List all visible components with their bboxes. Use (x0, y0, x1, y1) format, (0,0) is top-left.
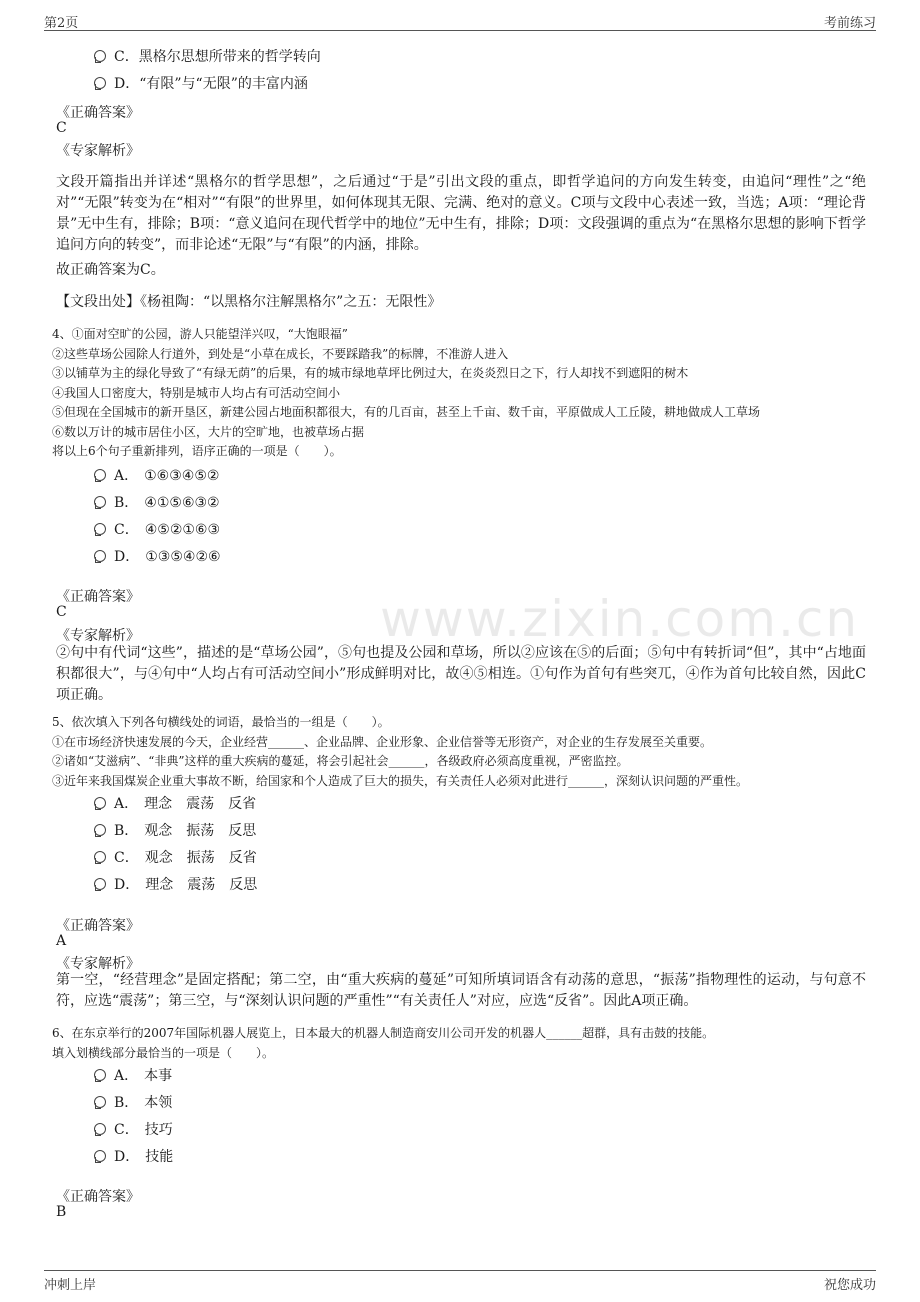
radio-icon[interactable] (94, 50, 106, 62)
radio-icon[interactable] (94, 469, 106, 481)
footer-left-text: 冲刺上岸 (44, 1278, 97, 1293)
q4-sentence: ③以铺草为主的绿化导致了“有绿无荫”的后果，有的城市绿地草坪比例过大，在炎炎烈日之下，行人却找不到遮阳的树木 (52, 366, 689, 380)
q4-stem: 4、①面对空旷的公园，游人只能望洋兴叹，“大饱眼福” (52, 327, 348, 341)
page-number: 第2页 (44, 16, 79, 31)
q5-stem: 5、依次填入下列各句横线处的词语，最恰当的一组是（ ）。 (52, 715, 390, 729)
radio-icon[interactable] (94, 824, 106, 836)
q4-sentence: ⑥数以万计的城市居住小区，大片的空旷地，也被草场占据 (52, 425, 365, 439)
radio-icon[interactable] (94, 797, 106, 809)
q5-answer: A (56, 933, 67, 949)
q4-sentence: ④我国人口密度大，特别是城市人均占有可活动空间小 (52, 386, 341, 400)
q4-prompt: 将以上6个句子重新排列，语序正确的一项是（ ）。 (52, 444, 342, 458)
page-header (44, 10, 876, 31)
q5-analysis: 第一空，“经营理念”是固定搭配；第二空，由“重大疾病的蔓延”可知所填词语含有动荡的意思，“振荡”指物理性的运动，与句意不符，应选“震荡”；第三空，与“深刻认识问题的严重性”“有关责任人”对应，应选“反省”。因此A项正确。 (56, 972, 866, 1009)
page-footer (44, 1270, 876, 1294)
q6-answer: B (56, 1204, 67, 1220)
radio-icon[interactable] (94, 77, 106, 89)
radio-icon[interactable] (94, 1150, 106, 1162)
watermark-text: www.zixin.com.cn (380, 590, 860, 648)
q4-sentence: ⑤但现在全国城市的新开垦区，新建公园占地面积都很大，有的几百亩，甚至上千亩、数千亩，平原做成人工丘陵，耕地做成人工草场 (52, 405, 761, 419)
q4-analysis-label: 《专家解析》 (56, 628, 140, 644)
q5-sentence: ①在市场经济快速发展的今天，企业经营______、企业品牌、企业形象、企业信誉等无形资产，对企业的生存发展至关重要。 (52, 735, 713, 749)
q5-sentence: ③近年来我国煤炭企业重大事故不断，给国家和个人造成了巨大的损失，有关责任人必须对此进行______，深刻认识问题的严重性。 (52, 774, 749, 788)
q4-answer-label: 《正确答案》 (56, 589, 140, 605)
q3-conclusion: 故正确答案为C。 (56, 262, 165, 278)
q4-analysis: ②句中有代词“这些”，描述的是“草场公园”，⑤句也提及公园和草场，所以②应该在⑤的后面；⑤句中有转折词“但”，其中“占地面积都很大”，与④句中“人均占有可活动空间小”形成鲜明对比，故④⑤相连。①句作为首句有些突兀，④作为首句比较自然，因此C项正确。 (56, 645, 866, 703)
header-title: 考前练习 (823, 16, 876, 31)
q5-analysis-label: 《专家解析》 (56, 956, 140, 972)
radio-icon[interactable] (94, 851, 106, 863)
q3-analysis: 文段开篇指出并详述“黑格尔的哲学思想”，之后通过“于是”引出文段的重点，即哲学追问的方向发生转变，由追问“理性”之“绝对”“无限”转变为在“相对”“有限”的世界里，如何体现其无限、完满、绝对的意义。C项与文段中心表述一致，当选；A项：“理论背景”无中生有，排除；B项：“意义追问在现代哲学中的地位”无中生有，排除；D项：文段强调的重点为“在黑格尔思想的影响下哲学追问方向的转变”，而非论述“无限”与“有限”的内涵，排除。 (56, 174, 866, 253)
q5-sentence: ②诸如“艾滋病”、“非典”这样的重大疾病的蔓延，将会引起社会______，各级政府必须高度重视，严密监控。 (52, 754, 629, 768)
radio-icon[interactable] (94, 1069, 106, 1081)
q4-answer: C (56, 604, 67, 620)
radio-icon[interactable] (94, 496, 106, 508)
q3-answer-label: 《正确答案》 (56, 105, 140, 121)
q6-stem: 6、在东京举行的2007年国际机器人展览上，日本最大的机器人制造商安川公司开发的机器人______超群，具有击鼓的技能。 (52, 1026, 715, 1040)
q5-answer-label: 《正确答案》 (56, 918, 140, 934)
q4-sentence: ②这些草场公园除人行道外，到处是“小草在成长，不要踩踏我”的标牌，不准游人进入 (52, 347, 509, 361)
q6-answer-label: 《正确答案》 (56, 1189, 140, 1205)
q3-source: 【文段出处】《杨祖陶：“以黑格尔注解黑格尔”之五：无限性》 (56, 294, 442, 310)
q3-analysis-label: 《专家解析》 (56, 143, 140, 159)
radio-icon[interactable] (94, 523, 106, 535)
q6-prompt: 填入划横线部分最恰当的一项是（ ）。 (52, 1046, 275, 1060)
radio-icon[interactable] (94, 1123, 106, 1135)
footer-right-text: 祝您成功 (823, 1278, 876, 1293)
q3-answer: C (56, 120, 67, 136)
radio-icon[interactable] (94, 550, 106, 562)
radio-icon[interactable] (94, 1096, 106, 1108)
radio-icon[interactable] (94, 878, 106, 890)
